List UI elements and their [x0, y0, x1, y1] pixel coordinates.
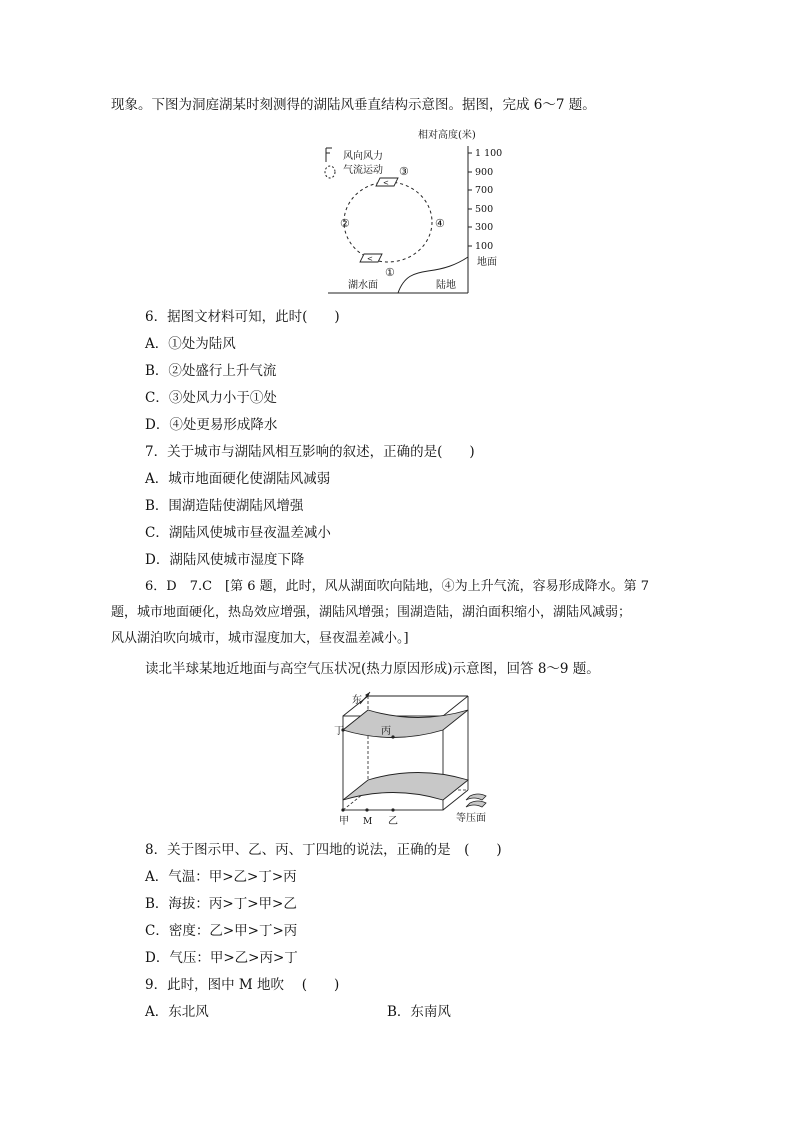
tick-1100: 1 100 — [475, 148, 503, 159]
q8-stem: 8．关于图示甲、乙、丙、丁四地的说法，正确的是 ( ) — [145, 842, 502, 858]
tick-900: 900 — [475, 167, 494, 178]
q8-option-d: D．气压：甲>乙>丙>丁 — [145, 950, 298, 966]
q8-option-a: A．气温：甲>乙>丁>丙 — [145, 869, 297, 885]
east-label: 东 — [352, 695, 362, 706]
y-axis-title: 相对高度(米) — [418, 130, 476, 141]
q6-option-a: A．①处为陆风 — [145, 336, 236, 352]
q6-option-b: B．②处盛行上升气流 — [145, 363, 277, 379]
yi-label: 乙 — [388, 816, 398, 827]
isobar-figure — [330, 688, 500, 830]
q6-stem: 6．据图文材料可知，此时( ) — [145, 309, 340, 325]
intro2-text: 读北半球某地近地面与高空气压状况(热力原因形成)示意图，回答 8～9 题。 — [145, 661, 600, 677]
land-label: 陆地 — [436, 280, 456, 291]
point-3: ③ — [399, 165, 409, 178]
tick-300: 300 — [475, 222, 494, 233]
q9-option-b: B．东南风 — [387, 1004, 451, 1020]
point-4: ④ — [435, 217, 445, 230]
q7-option-c: C．湖陆风使城市昼夜温差减小 — [145, 525, 331, 541]
upper-isobaric-surface — [343, 710, 468, 738]
legend-wind: 风向风力 — [343, 151, 383, 162]
q9-option-a: A．东北风 — [145, 1004, 209, 1020]
tick-500: 500 — [475, 204, 494, 215]
bing-label: 丙 — [381, 726, 391, 737]
q8-option-b: B．海拔：丙>丁>甲>乙 — [145, 896, 297, 912]
m-label: M — [363, 817, 373, 827]
jia-label: 甲 — [339, 816, 349, 827]
tick-100: 100 — [475, 241, 494, 252]
lower-isobaric-surface — [343, 773, 468, 801]
q6-option-c: C．③处风力小于①处 — [145, 390, 277, 406]
lake-label: 湖水面 — [348, 280, 378, 291]
ding-label: 丁 — [334, 726, 344, 737]
wind-barb-icon — [326, 148, 332, 162]
lake-breeze-diagram — [318, 126, 508, 296]
svg-text:<: < — [367, 255, 373, 263]
isobar-diagram — [330, 688, 500, 830]
airflow-circle-icon — [325, 166, 335, 178]
answer-line-2: 题，城市地面硬化，热岛效应增强，湖陆风增强；围湖造陆，湖泊面积缩小，湖陆风减弱； — [111, 605, 632, 620]
q8-option-c: C．密度：乙>甲>丁>丙 — [145, 923, 298, 939]
isobar-legend-label: 等压面 — [456, 813, 486, 824]
q7-option-b: B．围湖造陆使湖陆风增强 — [145, 498, 304, 514]
q9-stem: 9．此时，图中 M 地吹 ( ) — [145, 977, 340, 993]
ground-label: 地面 — [477, 257, 497, 268]
legend-flow: 气流运动 — [343, 165, 383, 176]
isobar-legend-icon — [466, 794, 486, 800]
lake-breeze-figure — [318, 126, 508, 296]
tick-700: 700 — [475, 185, 494, 196]
svg-text:<: < — [383, 179, 389, 187]
point-2: ② — [340, 217, 350, 230]
q7-stem: 7．关于城市与湖陆风相互影响的叙述，正确的是( ) — [145, 444, 475, 460]
q7-option-a: A．城市地面硬化使湖陆风减弱 — [145, 471, 331, 487]
circulation-loop — [344, 182, 432, 262]
answer-line-1: 6．D 7.C [第 6 题，此时，风从湖面吹向陆地，④为上升气流，容易形成降水。第 7 — [145, 579, 650, 594]
answer-line-3: 风从湖泊吹向城市，城市湿度加大，昼夜温差减小。] — [111, 631, 409, 646]
q6-option-d: D．④处更易形成降水 — [145, 417, 278, 433]
point-1: ① — [385, 266, 395, 279]
q7-option-d: D．湖陆风使城市湿度下降 — [145, 552, 305, 568]
intro-text: 现象。下图为洞庭湖某时刻测得的湖陆风垂直结构示意图。据图，完成 6～7 题。 — [111, 97, 596, 113]
